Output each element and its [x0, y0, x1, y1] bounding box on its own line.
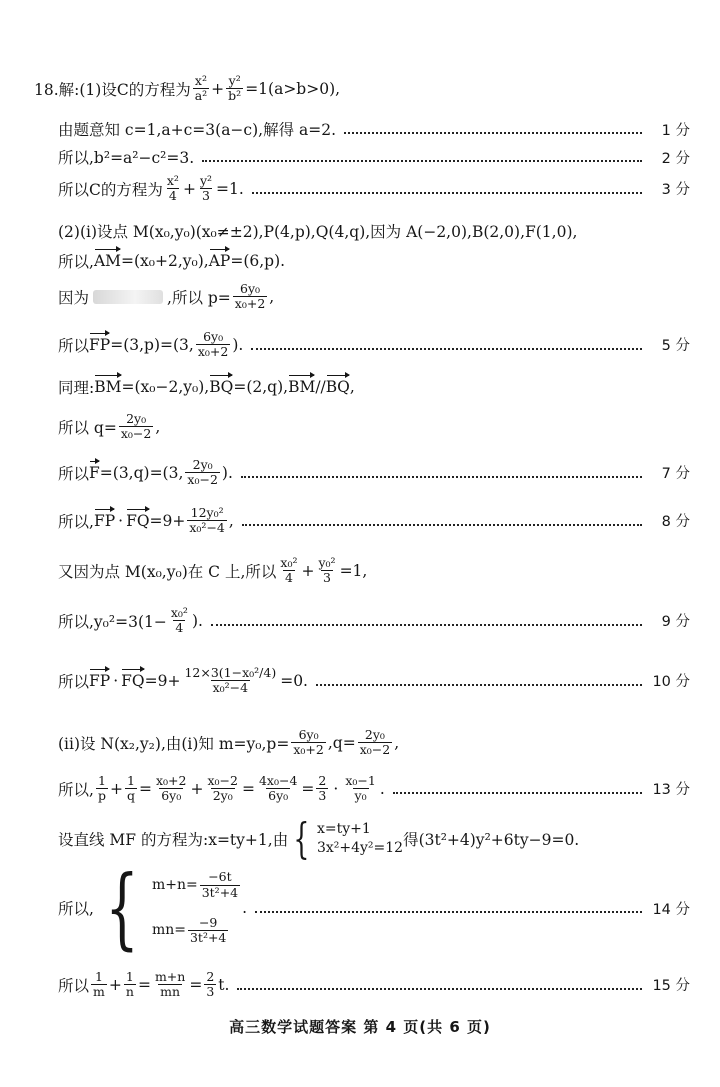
- leader-dots: [252, 192, 642, 194]
- fraction: $\frac{\text{y²}}{3}$: [199, 173, 213, 204]
- leader-dots: [237, 988, 642, 990]
- fraction: $\frac{\text{x₀−2}}{\text{2y₀}}$: [207, 773, 238, 804]
- left-brace: {: [105, 856, 139, 959]
- fraction: $\frac{\text{x²}}{\text{a²}}$: [194, 73, 208, 104]
- fraction: $\frac{1}{p}$: [97, 773, 106, 804]
- left-brace: {: [293, 814, 310, 863]
- equation-system: { x=ty+1 3x²+4y²=12: [293, 814, 404, 863]
- solution-line: 所以,b²=a²−c²=3. 2 分: [58, 146, 690, 168]
- solution-line: 所以, FP · FQ =9+ $\frac{\text{12y₀²}}{\text{x₀²−4}}$ , 8 分: [58, 505, 690, 536]
- score-label: 8 分: [661, 514, 690, 531]
- vector-symbol: BQ: [209, 378, 234, 396]
- score-label: 14 分: [652, 901, 690, 918]
- fraction: $\frac{\text{12×3(1−x₀²/4)}}{\text{x₀²−4}}$: [184, 665, 277, 696]
- vector-symbol: BQ: [325, 378, 350, 396]
- fraction: $\frac{\text{x₀+2}}{\text{6y₀}}$: [155, 773, 187, 804]
- leader-dots: [344, 132, 642, 134]
- leader-dots: [255, 911, 642, 913]
- score-label: 13 分: [652, 782, 690, 799]
- score-label: 2 分: [661, 150, 690, 167]
- solution-line: 又因为点 M(x₀,y₀)在 C 上,所以 $\frac{\text{x₀²}}{4}$ + $\frac{\text{y₀²}}{3}$ =1,: [58, 555, 368, 586]
- page-footer: 高三数学试题答案 第 4 页(共 6 页): [229, 1018, 491, 1036]
- solution-line: 所以 q= $\frac{\text{2y₀}}{\text{x₀−2}}$ ,: [58, 411, 161, 442]
- vector-symbol: BM: [94, 378, 122, 396]
- fraction: $\frac{\text{x₀²}}{4}$: [170, 605, 188, 636]
- fraction: $\frac{\text{4x₀−4}}{\text{6y₀}}$: [258, 773, 298, 804]
- solution-line: 由题意知 c=1,a+c=3(a−c),解得 a=2. 1 分: [58, 118, 690, 140]
- vector-symbol: AM: [93, 252, 122, 270]
- solution-line: 所以 FP =(3,p)=(3, $\frac{\text{6y₀}}{\text{x₀+2}}$ ). 5 分: [58, 329, 690, 360]
- fraction: $\frac{\text{2y₀}}{\text{x₀−2}}$: [187, 457, 218, 488]
- leader-dots: [202, 160, 642, 162]
- solution-line: 所以, { m+n= $\frac{-6t}{\text{3t²+4}}$ mn= $\frac{-9}{\text{3t²+4}}$ . 14 分: [58, 856, 690, 959]
- leader-dots: [242, 524, 642, 526]
- fraction: $\frac{\text{6y₀}}{\text{x₀+2}}$: [293, 727, 324, 758]
- vector-symbol: FP: [93, 511, 116, 530]
- fraction: $\frac{\text{6y₀}}{\text{x₀+2}}$: [197, 329, 229, 360]
- fraction: $\frac{2}{3}$: [206, 969, 215, 1000]
- fraction: $\frac{\text{y₀²}}{3}$: [318, 555, 336, 586]
- fraction: $\frac{\text{6y₀}}{\text{x₀+2}}$: [234, 281, 266, 312]
- leader-dots: [393, 792, 642, 794]
- fraction: $\frac{1}{n}$: [125, 969, 134, 1000]
- score-label: 5 分: [661, 338, 690, 355]
- problem-label: 18.解:(1)设C的方程为: [34, 80, 191, 99]
- solution-line: 所以 $\frac{1}{m}$ + $\frac{1}{n}$ = $\frac{m+n}{mn}$ = $\frac{2}{3}$ t. 15 分: [58, 969, 690, 1000]
- vector-symbol: FP: [89, 671, 111, 690]
- solution-line: 所以, $\frac{1}{p}$ + $\frac{1}{q}$ = $\frac{\text{x₀+2}}{\text{6y₀}}$ + $\frac{\text{x₀−2}}{\text{2y₀}}$ = $\frac{\text{4x₀−4}}{\text{6y₀}}$ = $\frac{2}{3}$ · $\frac{\text{x₀−1}}{\text{y₀}}$ . 13 分: [58, 773, 690, 804]
- fraction: $\frac{\text{x₀−1}}{\text{y₀}}$: [345, 773, 376, 804]
- solution-line: 所以 FP · FQ =9+ $\frac{\text{12×3(1−x₀²/4)}}{\text{x₀²−4}}$ =0. 10 分: [58, 665, 690, 696]
- fraction: $\frac{\text{x²}}{4}$: [166, 173, 179, 204]
- solution-line: 所以, AM =(x₀+2,y₀), AP =(6,p).: [58, 252, 286, 271]
- fraction: $\frac{\text{y²}}{\text{b²}}$: [228, 73, 242, 104]
- solution-line: (ii)设 N(x₂,y₂),由(i)知 m=y₀,p= $\frac{\text{6y₀}}{\text{x₀+2}}$ ,q= $\frac{\text{2y₀}}{\text{x₀−2}}$ ,: [58, 727, 400, 758]
- vector-symbol: FQ: [126, 511, 150, 530]
- solution-line: (2)(i)设点 M(x₀,y₀)(x₀≠±2),P(4,p),Q(4,q),因为 A(−2,0),B(2,0),F(1,0),: [58, 223, 578, 241]
- fraction: $\frac{\text{x₀²}}{4}$: [280, 555, 298, 586]
- solution-line: 因为 ,所以 p= $\frac{\text{6y₀}}{\text{x₀+2}}$ ,: [58, 281, 275, 312]
- equation-system: { m+n= $\frac{-6t}{\text{3t²+4}}$ mn= $\frac{-9}{\text{3t²+4}}$: [105, 856, 239, 959]
- problem-header: 18.解:(1)设C的方程为 $\frac{\text{x²}}{\text{a²}}$ + $\frac{\text{y²}}{\text{b²}}$ =1(a>b>0),: [34, 73, 341, 104]
- score-label: 7 分: [661, 466, 690, 483]
- vector-symbol: FP: [89, 335, 111, 354]
- fraction: $\frac{2}{3}$: [318, 773, 327, 804]
- fraction: $\frac{1}{m}$: [93, 969, 105, 1000]
- solution-line: 所以 F =(3,q)=(3, $\frac{\text{2y₀}}{\text{x₀−2}}$ ). 7 分: [58, 457, 690, 488]
- fraction: $\frac{\text{12y₀²}}{\text{x₀²−4}}$: [189, 505, 225, 536]
- leader-dots: [251, 348, 642, 350]
- score-label: 3 分: [661, 182, 690, 199]
- vector-symbol: BM: [288, 378, 316, 396]
- leader-dots: [316, 684, 642, 686]
- vector-symbol: AP: [208, 252, 231, 270]
- illegible-smudge: [93, 290, 163, 304]
- score-label: 1 分: [661, 122, 690, 139]
- solution-line: 设直线 MF 的方程为:x=ty+1,由 { x=ty+1 3x²+4y²=12 得(3t²+4)y²+6ty−9=0.: [58, 814, 580, 863]
- score-label: 9 分: [661, 614, 690, 631]
- vector-symbol: F: [89, 463, 100, 482]
- solution-line: 所以,y₀²=3(1− $\frac{\text{x₀²}}{4}$ ). 9 分: [58, 605, 690, 636]
- leader-dots: [211, 624, 642, 626]
- fraction: $\frac{1}{q}$: [126, 773, 135, 804]
- solution-line: 所以C的方程为 $\frac{\text{x²}}{4}$ + $\frac{\text{y²}}{3}$ =1. 3 分: [58, 173, 690, 204]
- vector-symbol: FQ: [121, 671, 145, 690]
- solution-line: 同理: BM =(x₀−2,y₀), BQ =(2,q), BM // BQ ,: [58, 378, 355, 397]
- fraction: $\frac{m+n}{mn}$: [154, 969, 186, 1000]
- leader-dots: [241, 476, 642, 478]
- score-label: 10 分: [652, 674, 690, 691]
- fraction: $\frac{\text{2y₀}}{\text{x₀−2}}$: [120, 411, 152, 442]
- fraction: $\frac{\text{2y₀}}{\text{x₀−2}}$: [359, 727, 391, 758]
- score-label: 15 分: [652, 978, 690, 995]
